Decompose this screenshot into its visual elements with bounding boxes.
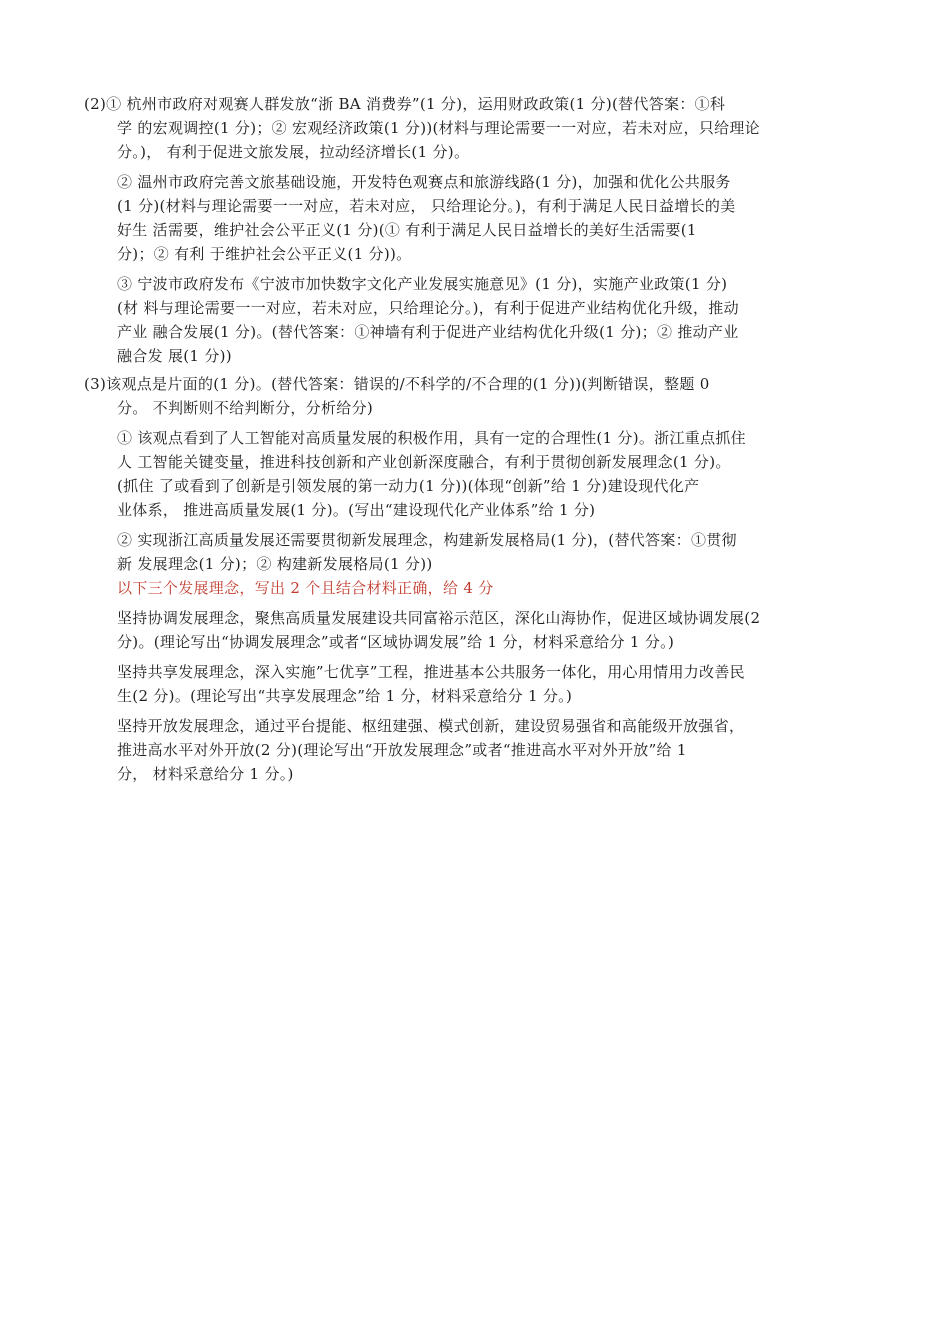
text-line: 推进高水平对外开放(2 分)(理论写出“开放发展理念”或者“推进高水平对外开放”给 1 (117, 741, 687, 759)
text-line: (1 分)(材料与理论需要一一对应，若未对应， 只给理论分。)，有利于满足人民日益增长的美 (117, 197, 736, 215)
text-line: 人 工智能关键变量，推进科技创新和产业创新深度融合，有利于贯彻创新发展理念(1 分)。 (117, 453, 731, 471)
text-line: (3)该观点是片面的(1 分)。(替代答案：错误的/不科学的/不合理的(1 分))(判断错误，整题 0 (84, 375, 710, 393)
text-line: (抓住 了或看到了创新是引领发展的第一动力(1 分))(体现“创新”给 1 分)建设现代化产 (117, 477, 700, 495)
text-line: 新 发展理念(1 分)；② 构建新发展格局(1 分)) (117, 555, 433, 573)
text-line: ② 温州市政府完善文旅基础设施，开发特色观赛点和旅游线路(1 分)，加强和优化公共服务 (117, 173, 731, 191)
text-line: ① 该观点看到了人工智能对高质量发展的积极作用，具有一定的合理性(1 分)。浙江重点抓住 (117, 429, 746, 447)
text-line: 坚持共享发展理念，深入实施”七优享”工程，推进基本公共服务一体化，用心用情用力改善民 (117, 663, 745, 681)
text-line: 学 的宏观调控(1 分)；② 宏观经济政策(1 分))(材料与理论需要一一对应，若未对应，只给理论 (117, 119, 760, 137)
text-line: ② 实现浙江高质量发展还需要贯彻新发展理念，构建新发展格局(1 分)，(替代答案：①贯彻 (117, 531, 737, 549)
text-line: 分。 不判断则不给判断分，分析给分) (117, 399, 374, 417)
text-line: 分。)， 有利于促进文旅发展，拉动经济增长(1 分)。 (117, 143, 470, 161)
text-line: 分， 材料采意给分 1 分。) (117, 765, 294, 783)
text-line: 分)。(理论写出“协调发展理念”或者“区域协调发展”给 1 分，材料采意给分 1 分。) (117, 633, 675, 651)
text-line: ③ 宁波市政府发布《宁波市加快数字文化产业发展实施意见》(1 分)，实施产业政策(1 分) (117, 275, 728, 293)
text-line: 分)；② 有利 于维护社会公平正义(1 分))。 (117, 245, 412, 263)
text-line: 业体系， 推进高质量发展(1 分)。(写出“建设现代化产业体系”给 1 分) (117, 501, 596, 519)
text-line: 融合发 展(1 分)) (117, 347, 232, 365)
text-line: 坚持协调发展理念，聚焦高质量发展建设共同富裕示范区，深化山海协作，促进区域协调发展(2 (117, 609, 761, 627)
text-line: 产业 融合发展(1 分)。(替代答案：①神墙有利于促进产业结构优化升级(1 分)；② 推动产业 (117, 323, 739, 341)
scoring-note: 以下三个发展理念，写出 2 个且结合材料正确，给 4 分 (117, 579, 494, 597)
text-line: 生(2 分)。(理论写出“共享发展理念”给 1 分，材料采意给分 1 分。) (117, 687, 573, 705)
text-line: 坚持开放发展理念，通过平台提能、枢纽建强、模式创新，建设贸易强省和高能级开放强省， (117, 717, 745, 735)
text-line: (2)① 杭州市政府对观赛人群发放“浙 BA 消费券”(1 分)，运用财政政策(1 分)(替代答案：①科 (84, 95, 726, 113)
text-line: 好生 活需要，维护社会公平正义(1 分)(① 有利于满足人民日益增长的美好生活需要(1 (117, 221, 697, 239)
text-line: (材 料与理论需要一一对应，若未对应，只给理论分。)，有利于促进产业结构优化升级，推动 (117, 299, 739, 317)
